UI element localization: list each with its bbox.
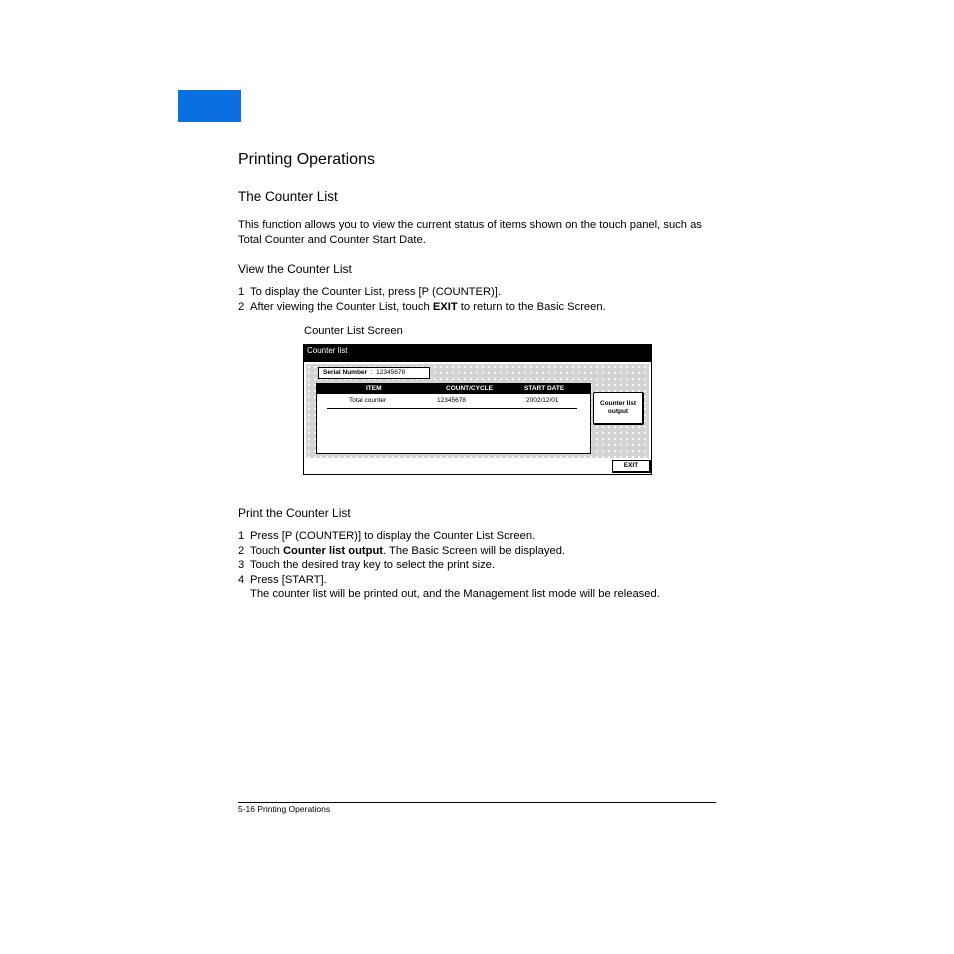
cell-start-date: 2002/12/01: [526, 397, 559, 404]
chapter-tab: [178, 90, 241, 122]
footer-rule: [238, 802, 716, 803]
counter-list-output-button[interactable]: Counter list output: [593, 392, 644, 425]
column-start-date: START DATE: [524, 385, 565, 392]
page-title: Printing Operations: [238, 151, 375, 168]
view-heading: View the Counter List: [238, 262, 352, 276]
list-item: 3 Touch the desired tray key to select the print size.: [238, 559, 496, 571]
list-item: 2 After viewing the Counter List, touch EXIT to return to the Basic Screen.: [238, 300, 606, 313]
cell-count: 12345678: [437, 397, 466, 404]
figure-caption: Counter List Screen: [304, 325, 403, 337]
list-item: 1 To display the Counter List, press [P (COUNTER)].: [238, 286, 501, 298]
view-steps: [238, 285, 606, 314]
counter-table: [316, 383, 591, 454]
serial-number-field: Serial Number : 12345678: [318, 367, 430, 379]
column-count: COUNT/CYCLE: [446, 385, 493, 392]
counter-list-screen: [303, 344, 652, 475]
table-row: [317, 396, 590, 406]
divider: [327, 408, 577, 409]
cell-item: Total counter: [349, 397, 387, 404]
list-item: 1 Press [P (COUNTER)] to display the Counter List Screen.: [238, 530, 536, 542]
section-heading: The Counter List: [238, 189, 338, 204]
exit-button[interactable]: EXIT: [612, 460, 651, 473]
page-footer: 5-16 Printing Operations: [238, 804, 331, 814]
print-heading: Print the Counter List: [238, 506, 351, 520]
column-item: ITEM: [366, 385, 382, 392]
screen-title: Counter list: [304, 345, 651, 362]
list-item: 4 Press [START].: [238, 573, 327, 586]
print-steps: [238, 529, 660, 602]
list-item: 2 Touch Counter list output. The Basic Screen will be displayed.: [238, 544, 566, 557]
intro-paragraph: This function allows you to view the current status of items shown on the touch panel, such as Total Counter and Counter Start Date.: [238, 219, 702, 246]
table-header: [317, 384, 590, 394]
step-continuation: The counter list will be printed out, and the Management list mode will be released.: [250, 588, 660, 600]
